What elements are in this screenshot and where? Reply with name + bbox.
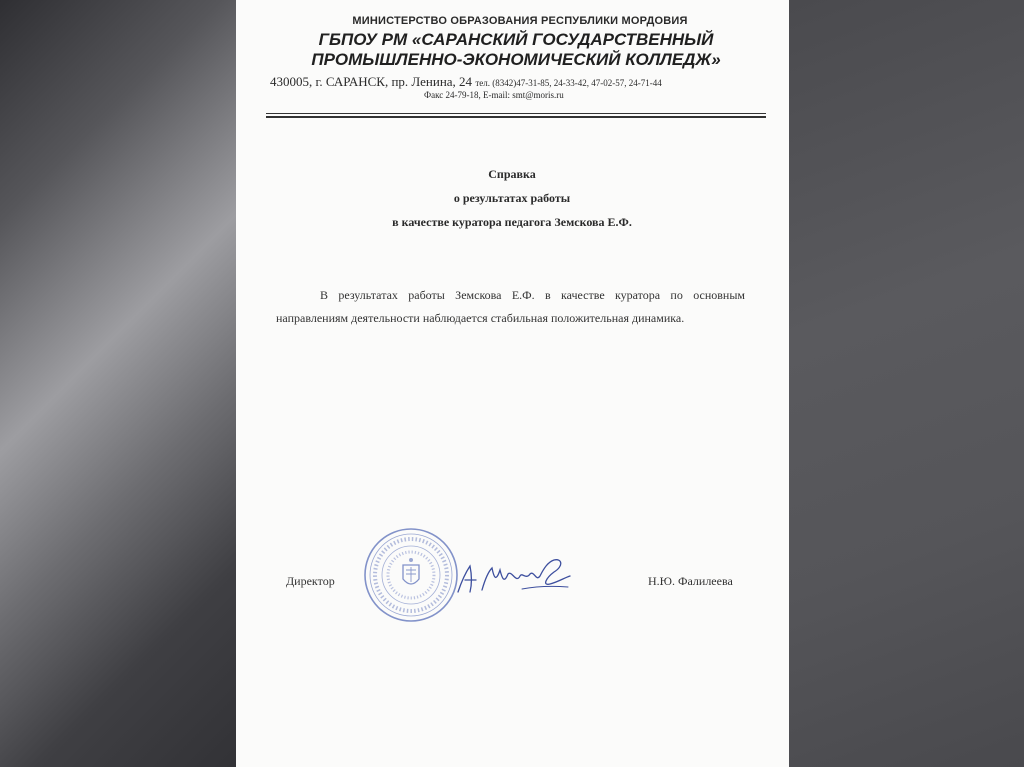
address-line [270, 74, 790, 90]
official-seal-icon [362, 526, 460, 624]
fax-email: Факс 24-79-18, E-mail: smt@moris.ru [424, 90, 564, 100]
address: 430005, г. САРАНСК, пр. Ленина, 24 [270, 74, 473, 89]
document-page [236, 0, 789, 767]
header-rule-thick [266, 116, 766, 118]
ministry-name: МИНИСТЕРСТВО ОБРАЗОВАНИЯ РЕСПУБЛИКИ МОРДОВИЯ [352, 15, 688, 27]
background-left [0, 0, 236, 767]
title-line-3: в качестве куратора педагога Земскова Е.Ф. [392, 215, 632, 229]
body-paragraph: В результатах работы Земскова Е.Ф. в качестве куратора по основным направлениям деятельности наблюдается стабильная положительная динамика. [276, 288, 745, 325]
director-label: Директор [286, 574, 335, 588]
college-name-line-2: ПРОМЫШЛЕННО-ЭКОНОМИЧЕСКИЙ КОЛЛЕДЖ» [311, 50, 721, 69]
background-right [789, 0, 1024, 767]
college-name-line-1: ГБПОУ РМ «САРАНСКИЙ ГОСУДАРСТВЕННЫЙ [318, 30, 714, 49]
phones: тел. (8342)47-31-85, 24-33-42, 47-02-57, 24-71-44 [475, 78, 662, 88]
director-name: Н.Ю. Фалилеева [648, 574, 733, 588]
title-line-1: Справка [488, 167, 536, 181]
header-rule-thin [266, 113, 766, 114]
college-name [266, 30, 766, 70]
title-line-2: о результатах работы [453, 191, 571, 205]
document-title [332, 162, 692, 234]
signature-icon [450, 556, 580, 596]
